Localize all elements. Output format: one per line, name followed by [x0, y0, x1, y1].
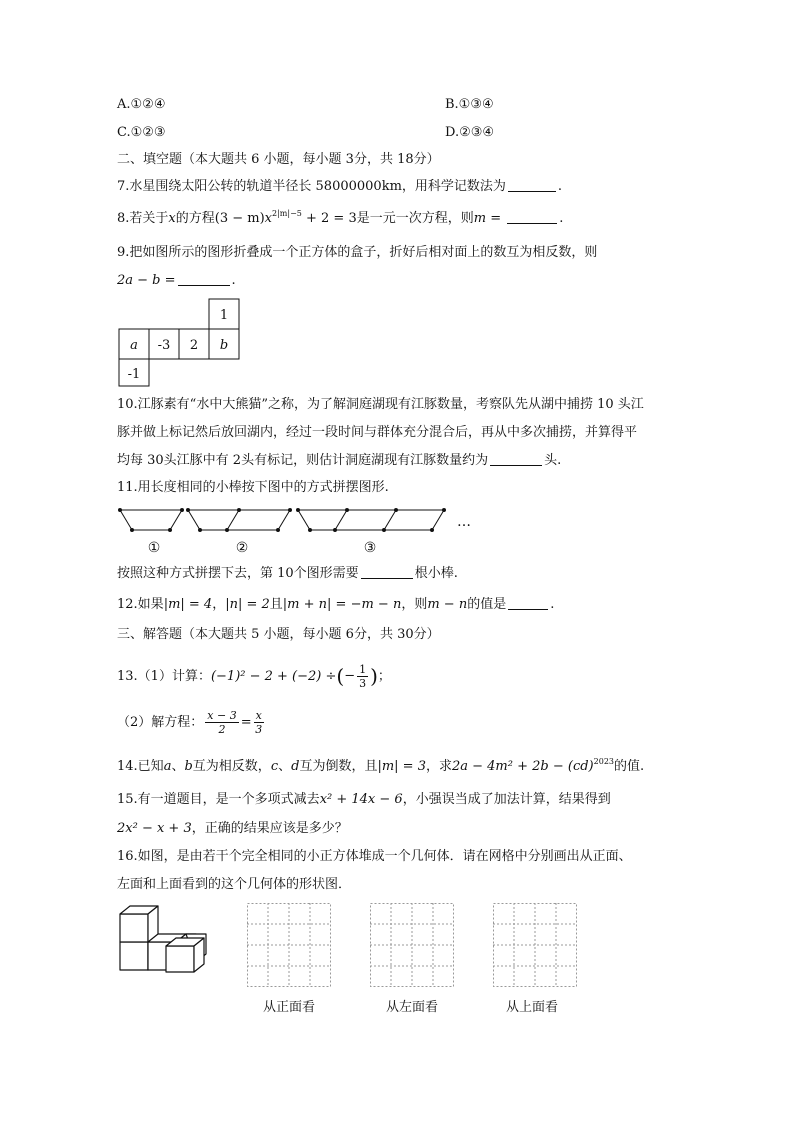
q15-poly1: x² + 14x − 6 — [319, 792, 403, 807]
q12-p5: 的值是 — [467, 597, 507, 612]
cube-stack-figure — [118, 902, 210, 974]
q13-fraction-1 — [357, 663, 368, 690]
q7-text: 7.水星围绕太阳公转的轨道半径长 58000000km，用科学记数法为 — [117, 179, 506, 194]
q13-part2 — [117, 707, 266, 739]
net-label-a: a — [130, 338, 138, 353]
q14-c: c — [270, 759, 279, 774]
q13-frac1-den: 3 — [359, 677, 367, 690]
q8-exponent: 2|m|−5 — [272, 209, 302, 218]
q14-sep2: 、 — [278, 759, 292, 774]
q14-abs: |m| = 3 — [377, 759, 426, 774]
q8-prefix: 8.若关于 — [117, 211, 169, 226]
q13-part1-end: ； — [377, 669, 391, 684]
question-8 — [117, 210, 563, 228]
q13-part1-expr: (−1)² − 2 + (−2) ÷ — [210, 669, 337, 684]
option-c: C.①②③ — [117, 125, 166, 140]
net-label-b: b — [219, 338, 229, 353]
stick-label-1: ① — [147, 540, 161, 556]
q12-abs-n: |n| = 2 — [225, 597, 270, 612]
q14-p3: 互为倒数，且 — [299, 759, 378, 774]
stick-figure-2 — [187, 509, 292, 532]
q12-abs-sum: |m + n| = −m − n — [282, 597, 402, 612]
net-label-top: 1 — [219, 308, 229, 323]
q14-p4: ，求 — [425, 759, 452, 774]
q9-line2 — [117, 272, 236, 290]
q13-paren-open: ( — [336, 664, 345, 688]
q15-line1 — [117, 791, 611, 809]
stick-figure-3 — [297, 509, 446, 532]
q12-p4: ，则 — [401, 597, 428, 612]
q8-base: x — [264, 211, 273, 226]
section3-title: 三、解答题（本大题共 5 小题，每小题 6分，共 30分） — [117, 627, 440, 642]
q15-text1: 15.有一道题目，是一个多项式减去 — [117, 792, 320, 807]
net-label-neg3: -3 — [157, 338, 171, 353]
q13-eq: = — [240, 715, 252, 730]
stick-ellipsis: … — [457, 514, 471, 530]
q12-p1: 12.如果 — [117, 597, 164, 612]
q8-var-m: m — [473, 211, 487, 226]
q9-end: . — [231, 273, 236, 288]
q8-var-x: x — [168, 211, 176, 226]
question-7 — [117, 178, 562, 196]
stick-pattern-figure — [118, 502, 488, 556]
q13-fraction-2 — [205, 709, 238, 736]
q13-part1 — [117, 660, 391, 692]
q10-end: 头. — [544, 453, 562, 468]
answer-blank[interactable] — [508, 178, 556, 192]
q7-end: . — [557, 179, 563, 194]
answer-blank[interactable] — [507, 210, 557, 224]
q16-line1: 16.如图，是由若干个完全相同的小正方体堆成一个几何体．请在网格中分别画出从正面、 — [117, 849, 632, 864]
q14-expr: 2a − 4m² + 2b − (cd) — [451, 759, 594, 774]
q13-frac1-num: 1 — [359, 663, 367, 676]
q14-exponent: 2023 — [593, 757, 614, 766]
answer-blank[interactable] — [361, 565, 413, 579]
q11-line1: 11.用长度相同的小棒按下图中的方式拼摆图形. — [117, 480, 389, 495]
q12-abs-m: |m| = 4 — [163, 597, 213, 612]
net-label-neg1: -1 — [127, 367, 141, 382]
q14-p2: 互为相反数， — [192, 759, 271, 774]
grid-front-view[interactable] — [247, 903, 331, 987]
net-label-2: 2 — [189, 338, 199, 353]
q8-eq: = — [486, 211, 506, 226]
stick-label-3: ③ — [363, 540, 377, 556]
label-top-view: 从上面看 — [506, 1000, 559, 1015]
cube-net-figure — [118, 298, 242, 388]
q10-line1: 10.江豚素有“水中大熊猫”之称，为了解洞庭湖现有江豚数量，考察队先从湖中捕捞 10 头江 — [117, 397, 644, 412]
option-b: B.①③④ — [445, 97, 494, 112]
option-d: D.②③④ — [445, 125, 495, 140]
q11-text: 按照这种方式拼摆下去，第 10个图形需要 — [117, 566, 359, 581]
q13-frac2-den: 2 — [218, 723, 226, 736]
section2-title: 二、填空题（本大题共 6 小题，每小题 3分，共 18分） — [117, 152, 440, 167]
grid-left-view[interactable] — [370, 903, 454, 987]
q13-part2-label: （2）解方程： — [117, 715, 204, 730]
q10-text: 均每 30头江豚中有 2头有标记，则估计洞庭湖现有江豚数量约为 — [117, 453, 489, 468]
q12-p3: 且 — [269, 597, 283, 612]
q15-poly2: 2x² − x + 3 — [117, 821, 192, 836]
q13-part1-label: 13.（1）计算： — [117, 669, 211, 684]
q13-frac2-num: x − 3 — [207, 709, 237, 722]
q8-tail: + 2 = 3 — [301, 211, 357, 226]
answer-blank[interactable] — [178, 272, 230, 286]
q14-p5: 的值. — [614, 759, 645, 774]
q8-expr: (3 − m) — [214, 211, 265, 226]
q14-d: d — [291, 759, 300, 774]
q11-line2 — [117, 565, 458, 583]
q16-line2: 左面和上面看到的这个几何体的形状图． — [117, 877, 352, 892]
q9-line1: 9.把如图所示的图形折叠成一个正方体的盒子，折好后相对面上的数互为相反数，则 — [117, 245, 598, 260]
stick-figure-1 — [119, 509, 184, 532]
q13-fraction-3 — [254, 709, 264, 736]
q15-text3: ，正确的结果应该是多少？ — [191, 821, 348, 836]
q13-paren-close: ) — [370, 664, 378, 688]
q14-b: b — [184, 759, 193, 774]
q11-end: 根小棒. — [414, 566, 458, 581]
question-12 — [117, 596, 554, 614]
q13-frac3-den: 3 — [255, 723, 263, 736]
question-14 — [117, 758, 644, 776]
q15-text2: ，小强误当成了加法计算，结果得到 — [402, 792, 611, 807]
q14-a: a — [163, 759, 172, 774]
q12-end: . — [550, 597, 555, 612]
q8-end: . — [559, 211, 564, 226]
grid-top-view[interactable] — [493, 903, 577, 987]
q10-line3 — [117, 452, 561, 470]
q13-frac3-num: x — [255, 709, 262, 722]
q10-line2: 豚并做上标记然后放回湖内，经过一段时间与群体充分混合后，再从中多次捕捞，并算得平 — [117, 425, 638, 440]
stick-label-2: ② — [235, 540, 249, 556]
q13-minus-sign: − — [344, 668, 356, 684]
q15-line2 — [117, 820, 348, 838]
q9-expr: 2a − b = — [117, 273, 176, 288]
q8-mid: 的方程 — [175, 211, 215, 226]
q14-p1: 14.已知 — [117, 759, 164, 774]
label-front-view: 从正面看 — [263, 1000, 316, 1015]
q14-sep1: 、 — [171, 759, 185, 774]
option-a: A.①②④ — [117, 97, 166, 112]
answer-blank[interactable] — [490, 452, 542, 466]
q12-expr: m − n — [427, 597, 468, 612]
answer-blank[interactable] — [508, 596, 548, 610]
q12-p2: ， — [212, 597, 226, 612]
q8-text2: 是一元一次方程，则 — [356, 211, 474, 226]
label-left-view: 从左面看 — [386, 1000, 439, 1015]
